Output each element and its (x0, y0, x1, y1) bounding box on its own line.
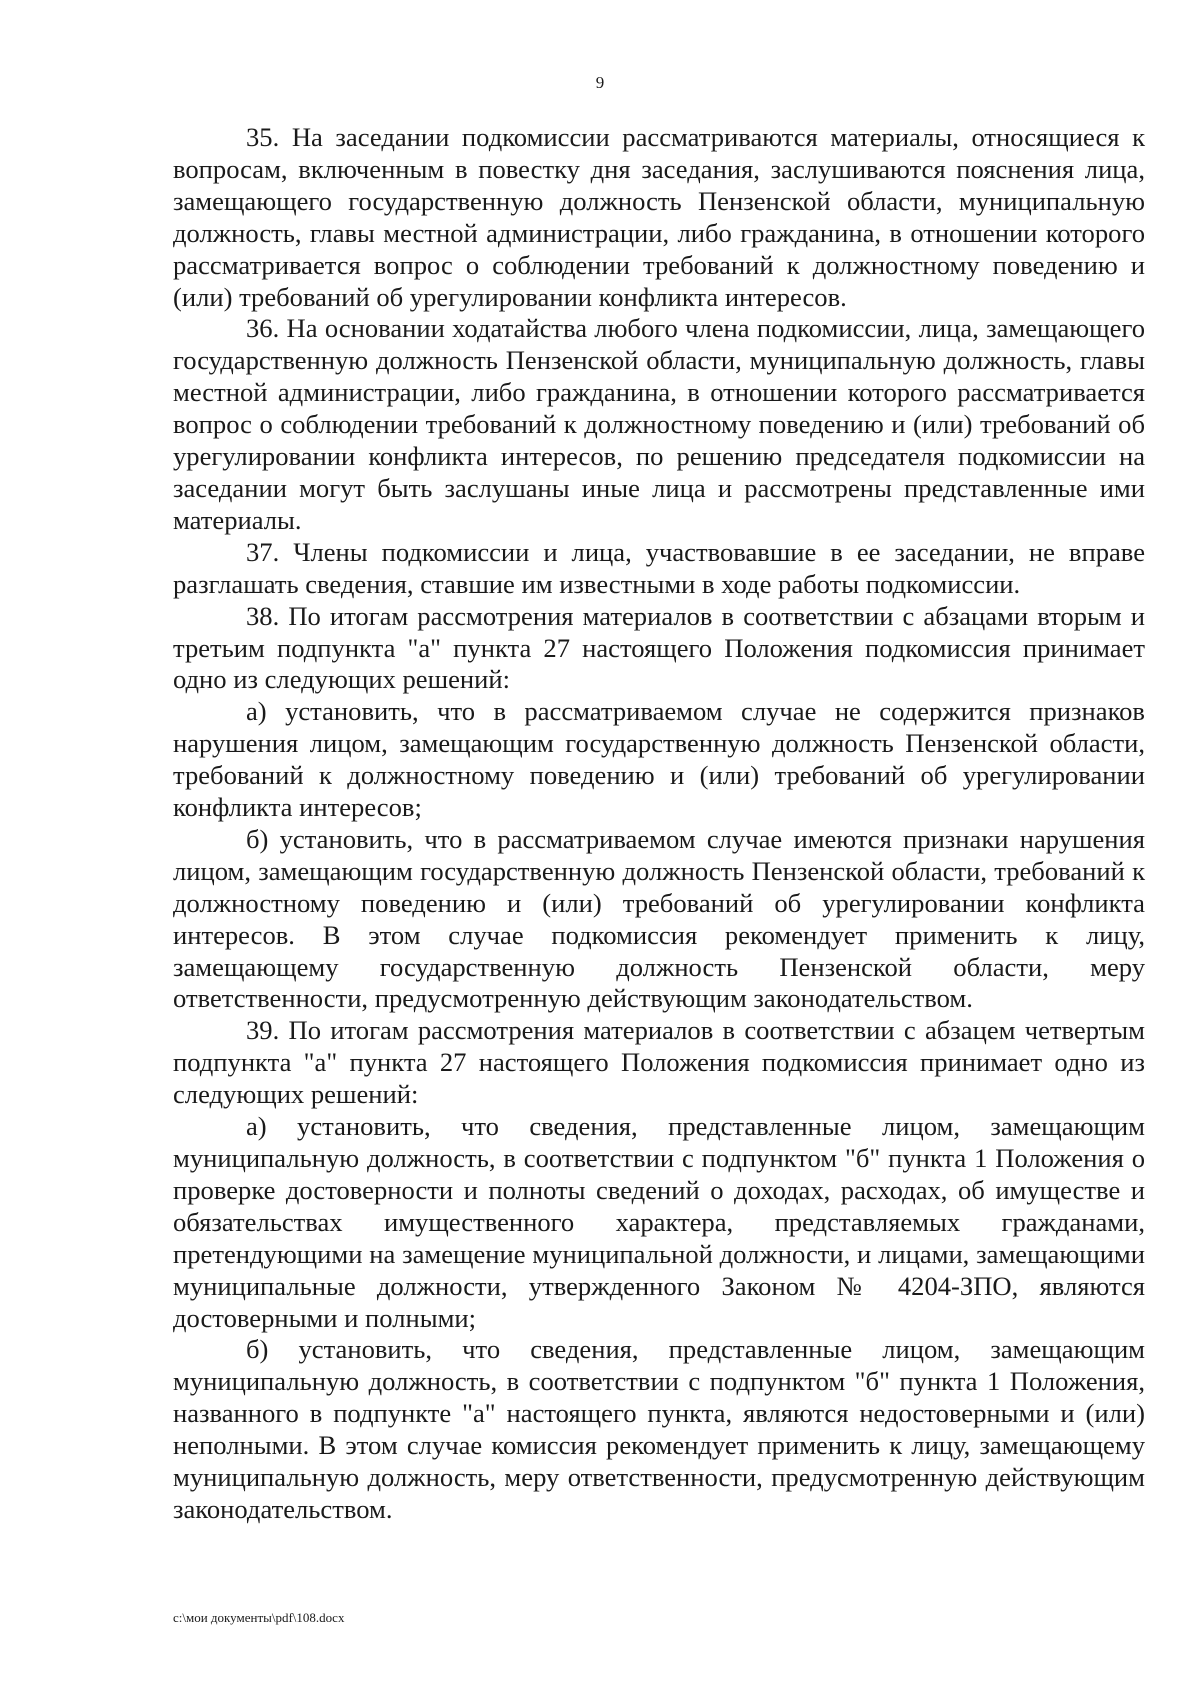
paragraph-38-b: б) установить, что в рассматриваемом случае имеются признаки нарушения лицом, замещающим государственную должность Пензенской области, требований к должностному поведению и (или) требований об урегулировании конфликта интересов. В этом случае подкомиссия рекомендует применить к лицу, замещающему государственную должность Пензенской области, меру ответственности, предусмотренную действующим законодательством. (173, 823, 1145, 1014)
paragraph-36: 36. На основании ходатайства любого члена подкомиссии, лица, замещающего государственную должность Пензенской области, муниципальную должность, главы местной администрации, либо гражданина, в отношении которого рассматривается вопрос о соблюдении требований к должностному поведению и (или) требований об урегулировании конфликта интересов, по решению председателя подкомиссии на заседании могут быть заслушаны иные лица и рассмотрены представленные ими материалы. (173, 313, 1145, 535)
paragraph-39-b: б) установить, что сведения, представленные лицом, замещающим муниципальную должность, в соответствии с подпунктом "б" пункта 1 Положения, названного в подпункте "а" настоящего пункта, являются недостоверными и (или) неполными. В этом случае комиссия рекомендует применить к лицу, замещающему муниципальную должность, меру ответственности, предусмотренную действующим законодательством. (173, 1334, 1145, 1524)
paragraph-35: 35. На заседании подкомиссии рассматриваются материалы, относящиеся к вопросам, включенным в повестку дня заседания, заслушиваются пояснения лица, замещающего государственную должность Пензенской области, муниципальную должность, главы местной администрации, либо гражданина, в отношении которого рассматривается вопрос о соблюдении требований к должностному поведению и (или) требований об урегулировании конфликта интересов. (173, 122, 1145, 312)
document-body (173, 122, 1145, 1526)
paragraph-39-a: а) установить, что сведения, представленные лицом, замещающим муниципальную должность, в соответствии с подпунктом "б" пункта 1 Положения о проверке достоверности и полноты сведений о доходах, расходах, об имуществе и обязательствах имущественного характера, представляемых гражданами, претендующими на замещение муниципальной должности, и лицами, замещающими муниципальные должности, утвержденного Законом № 4204-ЗПО, являются достоверными и полными; (173, 1111, 1145, 1333)
paragraph-39: 39. По итогам рассмотрения материалов в соответствии с абзацем четвертым подпункта "а" пункта 27 настоящего Положения подкомиссия принимает одно из следующих решений: (173, 1015, 1145, 1110)
page-number: 9 (595, 73, 605, 92)
paragraph-38: 38. По итогам рассмотрения материалов в соответствии с абзацами вторым и третьим подпункта "а" пункта 27 настоящего Положения подкомиссия принимает одно из следующих решений: (173, 600, 1145, 695)
paragraph-38-a: а) установить, что в рассматриваемом случае не содержится признаков нарушения лицом, замещающим государственную должность Пензенской области, требований к должностному поведению и (или) требований об урегулировании конфликта интересов; (173, 696, 1145, 823)
paragraph-37: 37. Члены подкомиссии и лица, участвовавшие в ее заседании, не вправе разглашать сведения, ставшие им известными в ходе работы подкомиссии. (173, 536, 1145, 599)
footer-file-path: c:\мои документы\pdf\108.docx (173, 1610, 345, 1625)
